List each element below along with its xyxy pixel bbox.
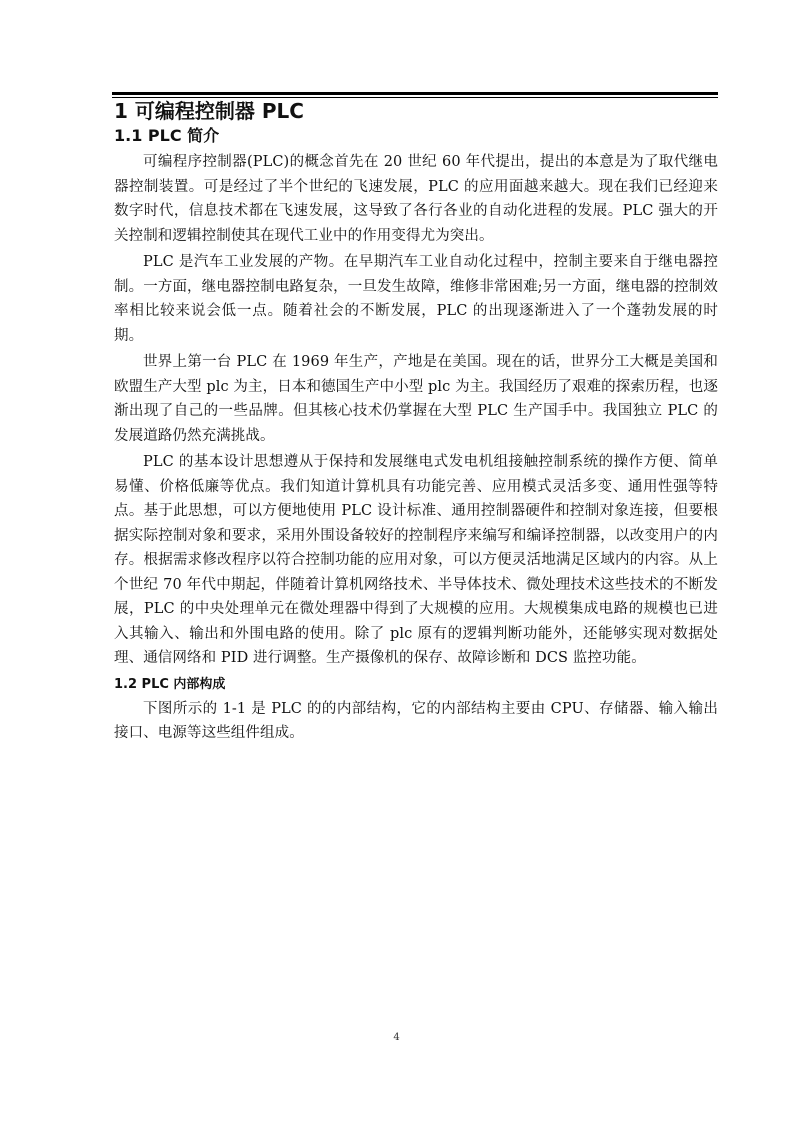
section-heading-structure: 1.2 PLC 内部构成 [114, 676, 226, 692]
chapter-heading: 1 可编程控制器 PLC [114, 99, 304, 123]
paragraph: 下图所示的 1-1 是 PLC 的的内部结构，它的内部结构主要由 CPU、存储器、输入输出接口、电源等这些组件组成。 [114, 700, 718, 741]
paragraph: PLC 是汽车工业发展的产物。在早期汽车工业自动化过程中，控制主要来自于继电器控制。一方面，继电器控制电路复杂，一旦发生故障，维修非常困难;另一方面，继电器的控制效率相比较来说会低一点。随着社会的不断发展，PLC 的出现逐渐进入了一个蓬勃发展的时期。 [114, 254, 718, 344]
page-number: 4 [393, 1032, 400, 1043]
paragraph: PLC 的基本设计思想遵从于保持和发展继电式发电机组接触控制系统的操作方便、简单易懂、价格低廉等优点。我们知道计算机具有功能完善、应用模式灵活多变、通用性强等特点。基于此思想，可以方便地使用 PLC 设计标准、通用控制器硬件和控制对象连接，但要根据实际控制对象和要求，采用外围设备较好的控制程序来编写和编译控制器，以改变用户的内存。根据需求修改程序以符合控制功能的应用对象，可以方便灵活地满足区域内的内容。从上个世纪 70 年代中期起，伴随着计算机网络技术、半导体技术、微处理技术这些技术的不断发展，PLC 的中央处理单元在微处理器中得到了大规模的应用。大规模集成电路的规模也已进入其输入、输出和外围电路的使用。除了 plc 原有的逻辑判断功能外，还能够实现对数据处理、通信网络和 PID 进行调整。生产摄像机的保存、故障诊断和 DCS 监控功能。 [114, 454, 718, 666]
paragraph: 世界上第一台 PLC 在 1969 年生产，产地是在美国。现在的话，世界分工大概是美国和欧盟生产大型 plc 为主，日本和德国生产中小型 plc 为主。我国经历了艰难的探索历程，也逐渐出现了自己的一些品牌。但其核心技术仍掌握在大型 PLC 生产国手中。我国独立 PLC 的发展道路仍然充满挑战。 [114, 354, 718, 444]
paragraph: 可编程序控制器(PLC)的概念首先在 20 世纪 60 年代提出，提出的本意是为了取代继电器控制装置。可是经过了半个世纪的飞速发展，PLC 的应用面越来越大。现在我们已经迎来数字时代，信息技术都在飞速发展，这导致了各行各业的自动化进程的发展。PLC 强大的开关控制和逻辑控制使其在现代工业中的作用变得尤为突出。 [114, 154, 718, 244]
page-content [114, 98, 718, 748]
header-rule-thick [112, 92, 718, 95]
section-heading-intro: 1.1 PLC 简介 [114, 126, 220, 145]
